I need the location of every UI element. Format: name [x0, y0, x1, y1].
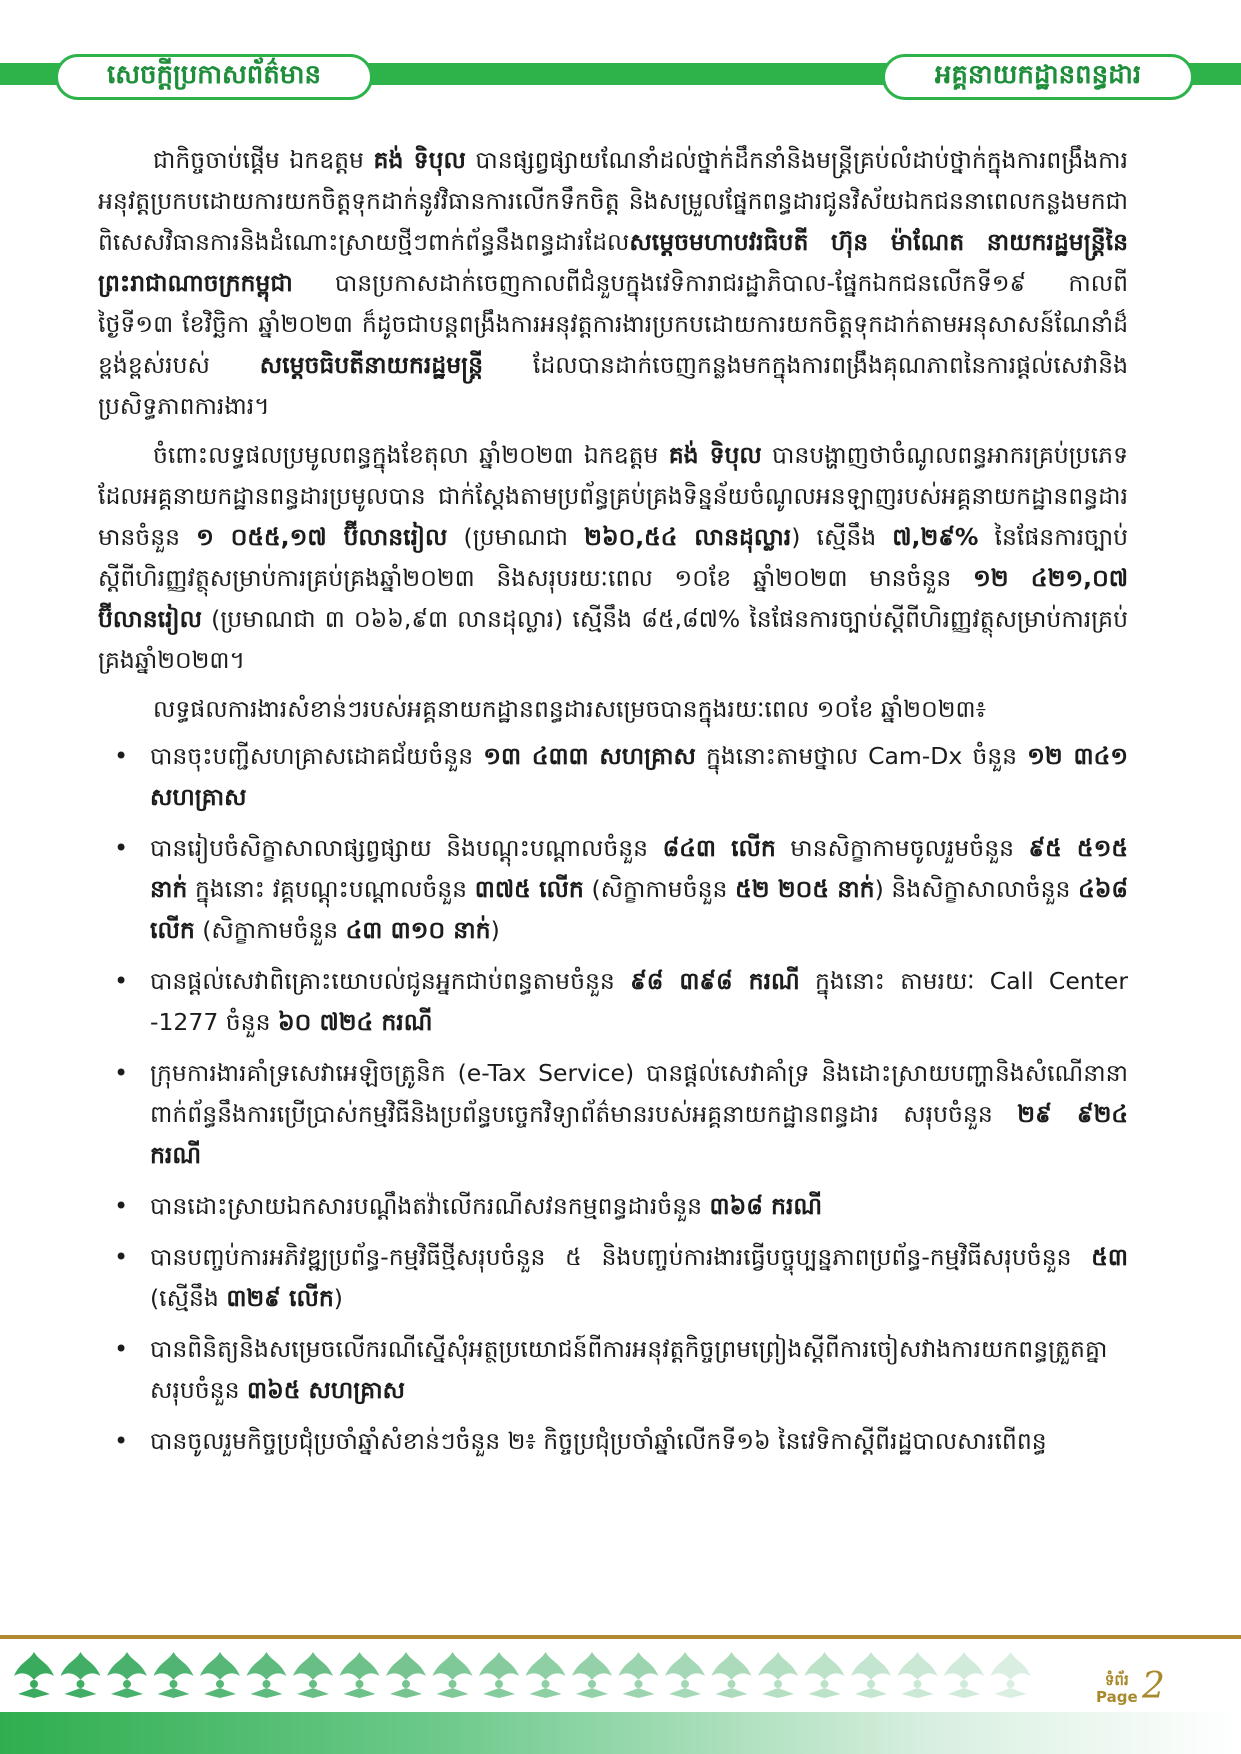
bullet-icon: • [114, 1059, 129, 1087]
value: ៣៦៥ សហគ្រាស [246, 1376, 406, 1404]
text: ក្នុងនោះ វគ្គបណ្តុះបណ្តាលចំនួន [187, 875, 475, 903]
footer-gradient-band [0, 1712, 1241, 1754]
ornament-icon [107, 1652, 147, 1698]
text: (ប្រមាណជា ៣ ០៦៦,៩៣ លានដុល្លារ) ស្មើនឹង ៨៥,៨៧% នៃផែនការច្បាប់ស្តីពីហិរញ្ញវត្ថុសម្រាប់ការគ្រប់គ្រងឆ្នាំ២០២៣។ [98, 605, 1128, 674]
text: បានចូលរួមកិច្ចប្រជុំប្រចាំឆ្នាំសំខាន់ៗចំនួន ២៖ កិច្ចប្រជុំប្រចាំឆ្នាំលើកទី១៦ នៃវេទិកាស្តីពីរដ្ឋបាលសារពើពន្ធ [150, 1427, 1047, 1455]
text: (ប្រមាណជា [447, 523, 585, 551]
bullet-icon: • [114, 967, 129, 995]
official-name: គង់ ទិបុល [373, 146, 466, 174]
text: បានរៀបចំសិក្ខាសាលាផ្សព្វផ្សាយ និងបណ្តុះបណ្តាលចំនួន [150, 834, 663, 862]
ornament-icon [433, 1652, 473, 1698]
ornament-icon [200, 1652, 240, 1698]
value: ៦០ ៧២៤ ករណី [277, 1008, 433, 1036]
revenue-october-usd: ២៦០,៥៤ លានដុល្លារ [584, 523, 792, 551]
text: (សិក្ខាកាមចំនួន [194, 916, 346, 944]
page-number: 2 [1142, 1666, 1165, 1707]
results-intro: លទ្ធផលការងារសំខាន់ៗរបស់អគ្គនាយកដ្ឋានពន្ធដារសម្រេចបានក្នុងរយៈពេល ១០ខែ ឆ្នាំ២០២៣៖ [153, 695, 986, 723]
text: ) ស្មើនឹង [791, 523, 893, 551]
text: (សិក្ខាកាមចំនួន [583, 875, 736, 903]
bullet-icon: • [114, 1243, 129, 1271]
value: ៨៤៣ លើក [662, 834, 776, 862]
paragraph-revenue [98, 435, 1128, 681]
value: ១២ ៣៤១ សហគ្រាស [150, 742, 1128, 811]
value: ៥២ ២០៥ នាក់ [735, 875, 875, 903]
ornament-icon [61, 1652, 101, 1698]
text: ក្នុងនោះ តាមរយៈ Call Center -1277 ចំនួន [150, 967, 1129, 1036]
revenue-october-riel: ១ ០៥៥,១៧ ប៊ីលានរៀល [196, 523, 448, 551]
footer-rule [0, 1635, 1241, 1639]
text: ចំពោះលទ្ធផលប្រមូលពន្ធក្នុងខែតុលា ឆ្នាំ២០២៣ ឯកឧត្តម [153, 441, 669, 469]
header-left-title: សេចក្តីប្រកាសព័ត៌មាន [55, 54, 373, 100]
page-label-km: ទំព័រ [1104, 1671, 1129, 1689]
paragraph-intro [98, 140, 1128, 427]
bullet-icon: • [114, 1427, 129, 1455]
text: បានពិនិត្យនិងសម្រេចលើករណីស្នើសុំអត្ថប្រយោជន៍ពីការអនុវត្តកិច្ចព្រមព្រៀងស្តីពីការចៀសវាងការយកពន្ធត្រួតគ្នាសរុបចំនួន [150, 1335, 1108, 1404]
text: បានប្រកាសដាក់ចេញកាលពីជំនួបក្នុងវេទិការាជរដ្ឋាភិបាល-ផ្នែកឯកជនលើកទី១៩ កាលពីថ្ងៃទី១៣ ខែវិច្ឆិកា ឆ្នាំ២០២៣ ក៏ដូចជាបន្តពង្រឹងការអនុវត្តការងារប្រកបដោយការយកចិត្តទុកដាក់តាមអនុសាសន៍ណែនាំដ៏ខ្ពង់ខ្ពស់របស់ [98, 269, 1128, 379]
bullet-icon: • [114, 742, 129, 770]
text: ) និងសិក្ខាសាលាចំនួន [874, 875, 1079, 903]
bullet-icon: • [114, 1335, 129, 1363]
list-item [98, 1186, 1128, 1227]
text: បានបង្ហាញថាចំណូលពន្ធអាករគ្រប់ប្រភេទដែលអគ្គនាយកដ្ឋានពន្ធដារប្រមូលបាន ជាក់ស្តែងតាមប្រព័ន្ធគ្រប់គ្រងទិន្នន័យចំណូលអនឡាញរបស់អគ្គនាយកដ្ឋានពន្ធដារមានចំនួន [98, 441, 1128, 551]
text: ) [333, 1284, 343, 1312]
text: ដែលបានដាក់ចេញកន្លងមកក្នុងការពង្រឹងគុណភាពនៃការផ្តល់សេវានិងប្រសិទ្ធភាពការងារ។ [98, 351, 1128, 420]
value: ៥៣ [1091, 1243, 1128, 1271]
value: ៤៣ ៣១០ នាក់ [345, 916, 491, 944]
text: បានដោះស្រាយឯកសារបណ្តឹងតវ៉ាលើករណីសវនកម្មពន្ធដារចំនួន [150, 1192, 710, 1220]
ornament-icon [712, 1652, 752, 1698]
ornament-icon [247, 1652, 287, 1698]
list-item [98, 1421, 1128, 1462]
text: ) [490, 916, 500, 944]
revenue-10month-riel: ១២ ៤២១,០៧ ប៊ីលានរៀល [98, 564, 1128, 633]
revenue-october-percent: ៧,២៩% [892, 523, 979, 551]
ornament-icon [14, 1652, 54, 1698]
text: មានសិក្ខាកាមចូលរួមចំនួន [775, 834, 1029, 862]
list-item [98, 828, 1128, 951]
value: ៩៨ ៣៩៨ ករណី [630, 967, 800, 995]
prime-minister-title: សម្តេចមហាបវរធិបតី ហ៊ុន ម៉ាណែត នាយករដ្ឋមន្ត្រីនៃព្រះរាជាណាចក្រកម្ពុជា [98, 228, 1128, 297]
text: បានចុះបញ្ជីសហគ្រាសដោគជ័យចំនួន [150, 742, 484, 770]
value: ២៩ ៩២៤ ករណី [150, 1100, 1128, 1169]
header-right-title: អគ្គនាយកដ្ឋានពន្ធដារ [882, 54, 1194, 100]
ornament-icon [572, 1652, 612, 1698]
text: បានផ្តល់សេវាពិគ្រោះយោបល់ជូនអ្នកជាប់ពន្ធតាមចំនួន [150, 967, 631, 995]
value: ៣៦៨ ករណី [709, 1192, 823, 1220]
prime-minister-short: សម្តេចធិបតីនាយករដ្ឋមន្ត្រី [259, 351, 484, 379]
text: (ស្មើនឹង [150, 1284, 227, 1312]
achievements-list [98, 736, 1128, 1462]
value: ៩៥ ៥១៥ នាក់ [150, 834, 1128, 903]
list-item [98, 1237, 1128, 1319]
ornament-icon [386, 1652, 426, 1698]
ornament-icon [665, 1652, 705, 1698]
list-item [98, 736, 1128, 818]
ornament-icon [340, 1652, 380, 1698]
list-item [98, 1329, 1128, 1411]
text: បានផ្សព្វផ្សាយណែនាំដល់ថ្នាក់ដឹកនាំនិងមន្ត្រីគ្រប់លំដាប់ថ្នាក់ក្នុងការពង្រឹងការអនុវត្តប្រកបដោយការយកចិត្តទុកដាក់នូវវិធានការលើកទឹកចិត្ត និងសម្រួលផ្នែកពន្ធដារជូនវិស័យឯកជននាពេលកន្លងមកជាពិសេសវិធានការនិងដំណោះស្រាយថ្មីៗពាក់ព័ន្ធនឹងពន្ធដារដែល [98, 146, 1128, 256]
value: ១៣ ៤៣៣ សហគ្រាស [483, 742, 696, 770]
page-label-en: Page [1096, 1688, 1138, 1706]
ornament-icon [619, 1652, 659, 1698]
list-item [98, 961, 1128, 1043]
ornament-icon [944, 1652, 984, 1698]
footer-ornament-icon [8, 1644, 1048, 1704]
bullet-icon: • [114, 834, 129, 862]
ornament-icon [805, 1652, 845, 1698]
ornament-icon [851, 1652, 891, 1698]
value: ៣២៩ លើក [226, 1284, 334, 1312]
official-name: គង់ ទិបុល [668, 441, 762, 469]
ornament-icon [154, 1652, 194, 1698]
ornament-icon [991, 1652, 1031, 1698]
ornament-icon [898, 1652, 938, 1698]
text: បានបញ្ចប់ការអភិវឌ្ឍប្រព័ន្ធ-កម្មវិធីថ្មីសរុបចំនួន ៥ និងបញ្ចប់ការងារធ្វើបច្ចុប្បន្នភាពប្រព័ន្ធ-កម្មវិធីសរុបចំនួន [150, 1243, 1092, 1271]
text: ជាកិច្ចចាប់ផ្តើម ឯកឧត្តម [153, 146, 374, 174]
page-label [1096, 1672, 1138, 1706]
text: នៃផែនការច្បាប់ស្តីពីហិរញ្ញវត្ថុសម្រាប់ការគ្រប់គ្រងឆ្នាំ២០២៣ និងសរុបរយៈពេល ១០ខែ ឆ្នាំ២០២៣ មានចំនួន [98, 523, 1129, 592]
bullet-icon: • [114, 1192, 129, 1220]
text: ក្នុងនោះតាមថ្នាល Cam-Dx ចំនួន [695, 742, 1028, 770]
value: ៤៦៨ លើក [150, 875, 1128, 944]
text: ក្រុមការងារគាំទ្រសេវាអេឡិចត្រូនិក (e-Tax Service) បានផ្តល់សេវាគាំទ្រ និងដោះស្រាយបញ្ហានិងសំណើនានាពាក់ព័ន្ធនឹងការប្រើប្រាស់កម្មវិធីនិងប្រព័ន្ធបច្ចេកវិទ្យាព័ត៌មានរបស់អគ្គនាយកដ្ឋានពន្ធដារ សរុបចំនួន [150, 1059, 1128, 1128]
ornament-icon [758, 1652, 798, 1698]
list-item [98, 1053, 1128, 1176]
ornament-icon [293, 1652, 333, 1698]
ornament-icon [526, 1652, 566, 1698]
ornament-icon [479, 1652, 519, 1698]
value: ៣៧៥ លើក [474, 875, 584, 903]
article-body [98, 140, 1128, 1472]
